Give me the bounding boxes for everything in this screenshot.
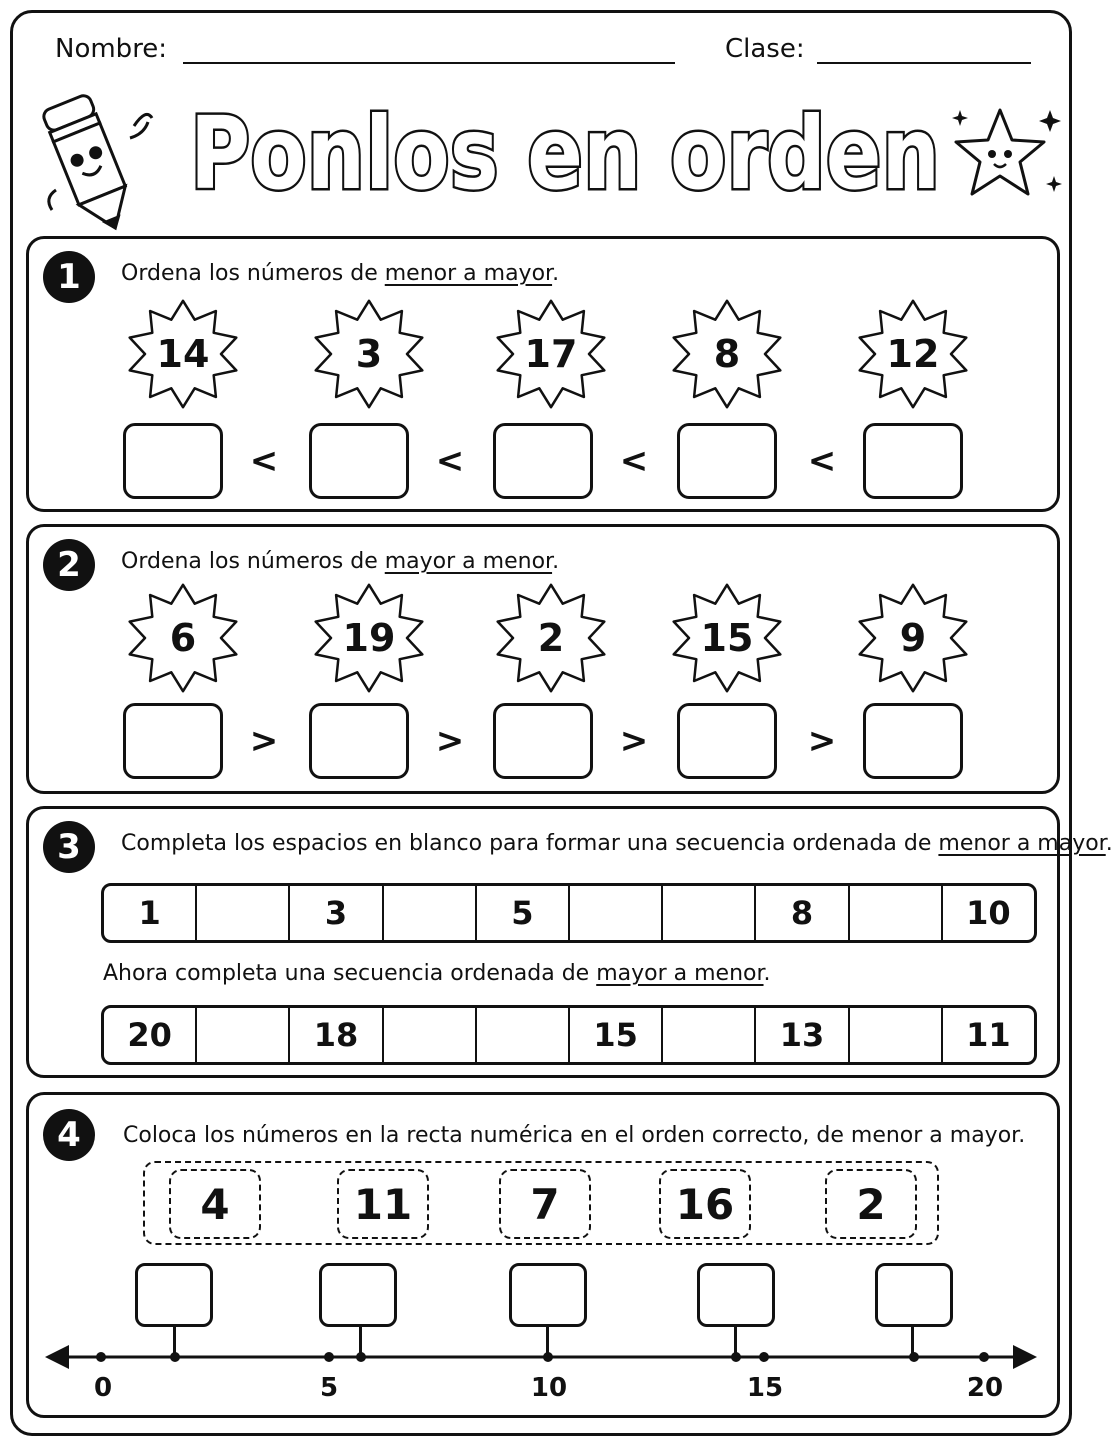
exercise-2-instruction: Ordena los números de mayor a menor. — [121, 549, 560, 574]
number-line-point — [979, 1352, 989, 1362]
number-line-point — [356, 1352, 366, 1362]
sequence-cell: 8 — [756, 886, 849, 940]
number-line-answer-box[interactable] — [875, 1263, 953, 1327]
answer-box[interactable] — [493, 703, 593, 779]
number-line-point — [759, 1352, 769, 1362]
less-than-sign: < — [435, 441, 465, 481]
number-line-point — [731, 1352, 741, 1362]
number-star — [853, 299, 973, 409]
sequence-blank[interactable] — [850, 1008, 943, 1062]
exercise-3-instruction: Completa los espacios en blanco para formar una secuencia ordenada de menor a mayor. — [121, 831, 1113, 856]
number-chip[interactable]: 16 — [659, 1169, 751, 1239]
star-number: 17 — [524, 332, 578, 376]
name-field[interactable] — [183, 62, 675, 64]
star-number: 9 — [899, 616, 927, 660]
class-field[interactable] — [817, 62, 1031, 64]
number-star — [309, 583, 429, 693]
sequence-blank[interactable] — [850, 886, 943, 940]
exercise-3-instruction-2: Ahora completa una secuencia ordenada de mayor a menor. — [103, 961, 771, 986]
exercise-3-section — [26, 806, 1113, 1078]
number-pool — [143, 1161, 939, 1245]
axis-label: 5 — [319, 1373, 339, 1403]
answer-box[interactable] — [863, 703, 963, 779]
answer-box[interactable] — [493, 423, 593, 499]
sequence-ascending — [101, 883, 1037, 943]
number-star — [123, 583, 243, 693]
class-label: Clase: — [725, 34, 805, 64]
number-line-point — [96, 1352, 106, 1362]
answer-box[interactable] — [123, 703, 223, 779]
sequence-cell: 13 — [756, 1008, 849, 1062]
number-line-answer-box[interactable] — [697, 1263, 775, 1327]
sequence-cell: 10 — [966, 894, 1011, 932]
name-label: Nombre: — [55, 34, 168, 64]
number-star — [853, 583, 973, 693]
number-star — [491, 583, 611, 693]
exercise-number-badge: 1 — [43, 251, 95, 303]
sequence-blank[interactable] — [384, 886, 477, 940]
less-than-sign: < — [249, 441, 279, 481]
arrow-left-icon — [45, 1345, 69, 1369]
number-line-point — [170, 1352, 180, 1362]
exercise-number-badge: 2 — [43, 539, 95, 591]
star-number: 15 — [700, 616, 754, 660]
number-chip[interactable]: 11 — [337, 1169, 429, 1239]
axis-label: 0 — [93, 1373, 113, 1403]
less-than-sign: < — [807, 441, 837, 481]
sequence-blank[interactable] — [663, 886, 756, 940]
greater-than-sign: > — [619, 721, 649, 761]
exercise-number-badge: 4 — [43, 1109, 95, 1161]
number-line-point — [324, 1352, 334, 1362]
student-info-row — [55, 34, 1031, 74]
worksheet-title — [180, 88, 950, 218]
star-number: 3 — [355, 332, 383, 376]
answer-box[interactable] — [309, 423, 409, 499]
answer-box[interactable] — [677, 703, 777, 779]
sequence-cell: 3 — [290, 886, 383, 940]
answer-box[interactable] — [863, 423, 963, 499]
greater-than-sign: > — [249, 721, 279, 761]
star-number: 12 — [886, 332, 940, 376]
axis-label: 15 — [746, 1373, 784, 1403]
exercise-4-instruction: Coloca los números en la recta numérica en el orden correcto, de menor a mayor. — [123, 1123, 1026, 1148]
number-star — [123, 299, 243, 409]
pencil-mascot-icon — [34, 78, 164, 238]
answer-box[interactable] — [677, 423, 777, 499]
exercise-2-section — [26, 524, 1060, 794]
sequence-blank[interactable] — [663, 1008, 756, 1062]
star-mascot-icon — [948, 100, 1068, 210]
number-star — [667, 299, 787, 409]
axis-label: 10 — [530, 1373, 568, 1403]
exercise-1-instruction: Ordena los números de menor a mayor. — [121, 261, 560, 286]
sequence-cell: 20 — [104, 1008, 197, 1062]
number-line-point — [909, 1352, 919, 1362]
star-number: 19 — [342, 616, 396, 660]
answer-box[interactable] — [123, 423, 223, 499]
sequence-cell: 11 — [966, 1016, 1011, 1054]
number-chip[interactable]: 7 — [499, 1169, 591, 1239]
sequence-cell: 1 — [104, 886, 197, 940]
exercise-4-section — [26, 1092, 1060, 1418]
answer-box[interactable] — [309, 703, 409, 779]
axis-label: 20 — [966, 1373, 1004, 1403]
sequence-blank[interactable] — [197, 886, 290, 940]
number-star — [309, 299, 429, 409]
less-than-sign: < — [619, 441, 649, 481]
number-chip[interactable]: 2 — [825, 1169, 917, 1239]
sequence-blank[interactable] — [384, 1008, 477, 1062]
sequence-cell: 5 — [477, 886, 570, 940]
star-number: 6 — [169, 616, 197, 660]
number-chip[interactable]: 4 — [169, 1169, 261, 1239]
greater-than-sign: > — [807, 721, 837, 761]
sequence-blank[interactable] — [477, 1008, 570, 1062]
arrow-right-icon — [1013, 1345, 1037, 1369]
exercise-number-badge: 3 — [43, 821, 95, 873]
star-number: 14 — [156, 332, 210, 376]
greater-than-sign: > — [435, 721, 465, 761]
number-star — [667, 583, 787, 693]
number-star — [491, 299, 611, 409]
sequence-cell: 18 — [290, 1008, 383, 1062]
star-number: 2 — [537, 616, 565, 660]
number-line-answer-box[interactable] — [509, 1263, 587, 1327]
sequence-cell: 15 — [570, 1008, 663, 1062]
sequence-blank[interactable] — [197, 1008, 290, 1062]
exercise-1-section — [26, 236, 1060, 512]
title-text: Ponlos en orden — [190, 95, 940, 212]
sequence-blank[interactable] — [570, 886, 663, 940]
number-line-answer-box[interactable] — [319, 1263, 397, 1327]
star-number: 8 — [713, 332, 741, 376]
number-line-answer-box[interactable] — [135, 1263, 213, 1327]
number-line-point — [543, 1352, 553, 1362]
sequence-descending — [101, 1005, 1037, 1065]
